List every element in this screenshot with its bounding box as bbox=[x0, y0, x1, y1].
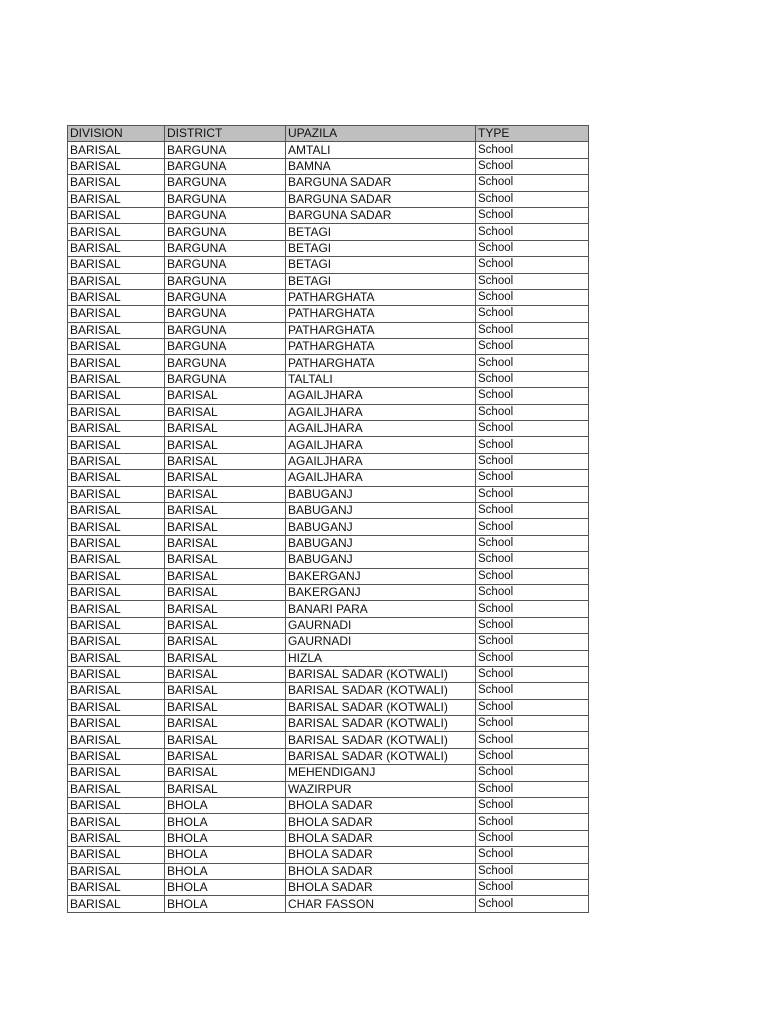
upazila-cell: BAKERGANJ bbox=[286, 584, 476, 600]
type-cell: School bbox=[476, 486, 589, 502]
district-cell: BARGUNA bbox=[165, 355, 286, 371]
table-row bbox=[68, 388, 589, 404]
type-cell: School bbox=[476, 634, 589, 650]
district-cell: BARISAL bbox=[165, 486, 286, 502]
type-cell: School bbox=[476, 191, 589, 207]
table-row bbox=[68, 519, 589, 535]
table-row bbox=[68, 617, 589, 633]
upazila-cell: HIZLA bbox=[286, 650, 476, 666]
table-row bbox=[68, 191, 589, 207]
division-cell: BARISAL bbox=[68, 355, 165, 371]
division-cell: BARISAL bbox=[68, 879, 165, 895]
type-cell: School bbox=[476, 257, 589, 273]
upazila-cell: BARGUNA SADAR bbox=[286, 191, 476, 207]
table-row bbox=[68, 257, 589, 273]
district-cell: BARISAL bbox=[165, 519, 286, 535]
division-cell: BARISAL bbox=[68, 732, 165, 748]
division-cell: BARISAL bbox=[68, 568, 165, 584]
type-cell: School bbox=[476, 584, 589, 600]
upazila-cell: BARGUNA SADAR bbox=[286, 175, 476, 191]
division-cell: BARISAL bbox=[68, 437, 165, 453]
upazila-cell: BARISAL SADAR (KOTWALI) bbox=[286, 666, 476, 682]
district-cell: BARGUNA bbox=[165, 289, 286, 305]
table-row bbox=[68, 306, 589, 322]
table-row bbox=[68, 584, 589, 600]
upazila-cell: BHOLA SADAR bbox=[286, 863, 476, 879]
division-cell: BARISAL bbox=[68, 666, 165, 682]
upazila-cell: PATHARGHATA bbox=[286, 289, 476, 305]
division-cell: BARISAL bbox=[68, 421, 165, 437]
division-cell: BARISAL bbox=[68, 404, 165, 420]
upazila-cell: BARISAL SADAR (KOTWALI) bbox=[286, 732, 476, 748]
division-cell: BARISAL bbox=[68, 847, 165, 863]
upazila-cell: BARISAL SADAR (KOTWALI) bbox=[286, 699, 476, 715]
table-row bbox=[68, 896, 589, 912]
type-cell: School bbox=[476, 339, 589, 355]
type-cell: School bbox=[476, 289, 589, 305]
table-row bbox=[68, 502, 589, 518]
type-cell: School bbox=[476, 388, 589, 404]
upazila-cell: AGAILJHARA bbox=[286, 421, 476, 437]
district-cell: BARISAL bbox=[165, 568, 286, 584]
upazila-cell: PATHARGHATA bbox=[286, 306, 476, 322]
upazila-cell: BAKERGANJ bbox=[286, 568, 476, 584]
district-cell: BARGUNA bbox=[165, 158, 286, 174]
table-row bbox=[68, 289, 589, 305]
division-cell: BARISAL bbox=[68, 519, 165, 535]
upazila-cell: AGAILJHARA bbox=[286, 388, 476, 404]
table-row bbox=[68, 371, 589, 387]
header-division: DIVISION bbox=[68, 126, 165, 142]
district-cell: BARGUNA bbox=[165, 306, 286, 322]
type-cell: School bbox=[476, 470, 589, 486]
table-row bbox=[68, 748, 589, 764]
type-cell: School bbox=[476, 142, 589, 158]
type-cell: School bbox=[476, 732, 589, 748]
division-cell: BARISAL bbox=[68, 289, 165, 305]
district-cell: BARISAL bbox=[165, 765, 286, 781]
data-table bbox=[67, 125, 589, 913]
district-cell: BARISAL bbox=[165, 552, 286, 568]
district-cell: BHOLA bbox=[165, 830, 286, 846]
district-cell: BARISAL bbox=[165, 584, 286, 600]
table-row bbox=[68, 863, 589, 879]
upazila-cell: PATHARGHATA bbox=[286, 355, 476, 371]
upazila-cell: BHOLA SADAR bbox=[286, 798, 476, 814]
division-cell: BARISAL bbox=[68, 699, 165, 715]
type-cell: School bbox=[476, 224, 589, 240]
district-cell: BARGUNA bbox=[165, 257, 286, 273]
table-row bbox=[68, 207, 589, 223]
type-cell: School bbox=[476, 879, 589, 895]
table-row bbox=[68, 732, 589, 748]
district-cell: BARISAL bbox=[165, 437, 286, 453]
district-cell: BARISAL bbox=[165, 781, 286, 797]
division-cell: BARISAL bbox=[68, 634, 165, 650]
table-row bbox=[68, 175, 589, 191]
division-cell: BARISAL bbox=[68, 470, 165, 486]
type-cell: School bbox=[476, 207, 589, 223]
type-cell: School bbox=[476, 798, 589, 814]
division-cell: BARISAL bbox=[68, 716, 165, 732]
district-cell: BARGUNA bbox=[165, 240, 286, 256]
division-cell: BARISAL bbox=[68, 781, 165, 797]
type-cell: School bbox=[476, 896, 589, 912]
division-cell: BARISAL bbox=[68, 306, 165, 322]
district-cell: BARGUNA bbox=[165, 142, 286, 158]
upazila-cell: BHOLA SADAR bbox=[286, 830, 476, 846]
upazila-cell: AMTALI bbox=[286, 142, 476, 158]
type-cell: School bbox=[476, 453, 589, 469]
division-cell: BARISAL bbox=[68, 584, 165, 600]
table-row bbox=[68, 798, 589, 814]
table-row bbox=[68, 552, 589, 568]
upazila-cell: GAURNADI bbox=[286, 617, 476, 633]
table-row bbox=[68, 568, 589, 584]
upazila-cell: BARISAL SADAR (KOTWALI) bbox=[286, 683, 476, 699]
upazila-cell: BABUGANJ bbox=[286, 535, 476, 551]
type-cell: School bbox=[476, 699, 589, 715]
type-cell: School bbox=[476, 437, 589, 453]
type-cell: School bbox=[476, 306, 589, 322]
division-cell: BARISAL bbox=[68, 486, 165, 502]
upazila-cell: PATHARGHATA bbox=[286, 322, 476, 338]
division-cell: BARISAL bbox=[68, 322, 165, 338]
district-cell: BARGUNA bbox=[165, 207, 286, 223]
type-cell: School bbox=[476, 273, 589, 289]
table-row bbox=[68, 683, 589, 699]
type-cell: School bbox=[476, 601, 589, 617]
division-cell: BARISAL bbox=[68, 273, 165, 289]
district-cell: BARGUNA bbox=[165, 322, 286, 338]
table-row bbox=[68, 240, 589, 256]
division-cell: BARISAL bbox=[68, 224, 165, 240]
table-row bbox=[68, 355, 589, 371]
division-cell: BARISAL bbox=[68, 339, 165, 355]
upazila-cell: BHOLA SADAR bbox=[286, 814, 476, 830]
division-cell: BARISAL bbox=[68, 765, 165, 781]
table-row bbox=[68, 486, 589, 502]
division-cell: BARISAL bbox=[68, 748, 165, 764]
type-cell: School bbox=[476, 666, 589, 682]
table-row bbox=[68, 699, 589, 715]
upazila-cell: BAMNA bbox=[286, 158, 476, 174]
upazila-cell: AGAILJHARA bbox=[286, 470, 476, 486]
type-cell: School bbox=[476, 814, 589, 830]
upazila-cell: BETAGI bbox=[286, 240, 476, 256]
type-cell: School bbox=[476, 240, 589, 256]
division-cell: BARISAL bbox=[68, 191, 165, 207]
upazila-cell: BETAGI bbox=[286, 257, 476, 273]
district-cell: BARISAL bbox=[165, 388, 286, 404]
district-cell: BARISAL bbox=[165, 453, 286, 469]
district-cell: BARISAL bbox=[165, 650, 286, 666]
table-row bbox=[68, 404, 589, 420]
type-cell: School bbox=[476, 617, 589, 633]
type-cell: School bbox=[476, 322, 589, 338]
division-cell: BARISAL bbox=[68, 388, 165, 404]
upazila-cell: BARISAL SADAR (KOTWALI) bbox=[286, 716, 476, 732]
upazila-cell: BARGUNA SADAR bbox=[286, 207, 476, 223]
type-cell: School bbox=[476, 863, 589, 879]
table-row bbox=[68, 781, 589, 797]
header-district: DISTRICT bbox=[165, 126, 286, 142]
division-cell: BARISAL bbox=[68, 175, 165, 191]
type-cell: School bbox=[476, 781, 589, 797]
type-cell: School bbox=[476, 552, 589, 568]
table-row bbox=[68, 814, 589, 830]
header-upazila: UPAZILA bbox=[286, 126, 476, 142]
upazila-cell: AGAILJHARA bbox=[286, 453, 476, 469]
table-row bbox=[68, 421, 589, 437]
upazila-cell: MEHENDIGANJ bbox=[286, 765, 476, 781]
division-cell: BARISAL bbox=[68, 863, 165, 879]
type-cell: School bbox=[476, 519, 589, 535]
table-row bbox=[68, 322, 589, 338]
table-body bbox=[68, 142, 589, 912]
type-cell: School bbox=[476, 847, 589, 863]
table-row bbox=[68, 453, 589, 469]
type-cell: School bbox=[476, 716, 589, 732]
table-row bbox=[68, 158, 589, 174]
district-cell: BARISAL bbox=[165, 502, 286, 518]
header-type: TYPE bbox=[476, 126, 589, 142]
district-cell: BARGUNA bbox=[165, 273, 286, 289]
district-cell: BARISAL bbox=[165, 404, 286, 420]
district-cell: BARISAL bbox=[165, 617, 286, 633]
table-header bbox=[68, 126, 589, 142]
type-cell: School bbox=[476, 535, 589, 551]
district-cell: BHOLA bbox=[165, 896, 286, 912]
district-cell: BARGUNA bbox=[165, 339, 286, 355]
district-cell: BARISAL bbox=[165, 716, 286, 732]
table-row bbox=[68, 634, 589, 650]
table-row bbox=[68, 847, 589, 863]
table-row bbox=[68, 339, 589, 355]
district-cell: BARISAL bbox=[165, 470, 286, 486]
division-cell: BARISAL bbox=[68, 257, 165, 273]
district-cell: BARISAL bbox=[165, 683, 286, 699]
upazila-cell: BANARI PARA bbox=[286, 601, 476, 617]
upazila-cell: BETAGI bbox=[286, 224, 476, 240]
type-cell: School bbox=[476, 748, 589, 764]
upazila-cell: BHOLA SADAR bbox=[286, 879, 476, 895]
table-row bbox=[68, 650, 589, 666]
table-row bbox=[68, 535, 589, 551]
upazila-cell: BABUGANJ bbox=[286, 519, 476, 535]
district-cell: BHOLA bbox=[165, 847, 286, 863]
upazila-cell: BABUGANJ bbox=[286, 486, 476, 502]
division-cell: BARISAL bbox=[68, 814, 165, 830]
division-cell: BARISAL bbox=[68, 650, 165, 666]
type-cell: School bbox=[476, 683, 589, 699]
upazila-cell: AGAILJHARA bbox=[286, 437, 476, 453]
division-cell: BARISAL bbox=[68, 453, 165, 469]
upazila-cell: PATHARGHATA bbox=[286, 339, 476, 355]
district-cell: BHOLA bbox=[165, 798, 286, 814]
division-cell: BARISAL bbox=[68, 798, 165, 814]
division-cell: BARISAL bbox=[68, 535, 165, 551]
division-cell: BARISAL bbox=[68, 371, 165, 387]
division-cell: BARISAL bbox=[68, 601, 165, 617]
division-cell: BARISAL bbox=[68, 830, 165, 846]
upazila-cell: BHOLA SADAR bbox=[286, 847, 476, 863]
district-cell: BARISAL bbox=[165, 535, 286, 551]
type-cell: School bbox=[476, 371, 589, 387]
table-row bbox=[68, 437, 589, 453]
table-row bbox=[68, 470, 589, 486]
table-row bbox=[68, 716, 589, 732]
district-cell: BHOLA bbox=[165, 879, 286, 895]
district-cell: BARISAL bbox=[165, 699, 286, 715]
upazila-cell: BABUGANJ bbox=[286, 502, 476, 518]
district-cell: BARISAL bbox=[165, 421, 286, 437]
type-cell: School bbox=[476, 175, 589, 191]
division-cell: BARISAL bbox=[68, 683, 165, 699]
district-cell: BARISAL bbox=[165, 634, 286, 650]
division-cell: BARISAL bbox=[68, 552, 165, 568]
district-cell: BHOLA bbox=[165, 814, 286, 830]
type-cell: School bbox=[476, 568, 589, 584]
district-cell: BARISAL bbox=[165, 601, 286, 617]
upazila-cell: BARISAL SADAR (KOTWALI) bbox=[286, 748, 476, 764]
type-cell: School bbox=[476, 158, 589, 174]
upazila-cell: WAZIRPUR bbox=[286, 781, 476, 797]
type-cell: School bbox=[476, 830, 589, 846]
table-row bbox=[68, 666, 589, 682]
type-cell: School bbox=[476, 355, 589, 371]
division-cell: BARISAL bbox=[68, 502, 165, 518]
district-cell: BARGUNA bbox=[165, 224, 286, 240]
type-cell: School bbox=[476, 421, 589, 437]
division-cell: BARISAL bbox=[68, 240, 165, 256]
type-cell: School bbox=[476, 765, 589, 781]
table-row bbox=[68, 142, 589, 158]
district-cell: BARGUNA bbox=[165, 191, 286, 207]
division-cell: BARISAL bbox=[68, 158, 165, 174]
upazila-cell: BETAGI bbox=[286, 273, 476, 289]
district-cell: BARISAL bbox=[165, 666, 286, 682]
table-row bbox=[68, 273, 589, 289]
upazila-cell: CHAR FASSON bbox=[286, 896, 476, 912]
table-row bbox=[68, 879, 589, 895]
district-cell: BHOLA bbox=[165, 863, 286, 879]
header-row bbox=[68, 126, 589, 142]
division-cell: BARISAL bbox=[68, 896, 165, 912]
district-cell: BARGUNA bbox=[165, 175, 286, 191]
district-cell: BARISAL bbox=[165, 748, 286, 764]
table-row bbox=[68, 765, 589, 781]
table-row bbox=[68, 601, 589, 617]
division-cell: BARISAL bbox=[68, 142, 165, 158]
type-cell: School bbox=[476, 650, 589, 666]
table-row bbox=[68, 830, 589, 846]
upazila-cell: BABUGANJ bbox=[286, 552, 476, 568]
type-cell: School bbox=[476, 404, 589, 420]
division-cell: BARISAL bbox=[68, 617, 165, 633]
district-cell: BARISAL bbox=[165, 732, 286, 748]
table-row bbox=[68, 224, 589, 240]
district-cell: BARGUNA bbox=[165, 371, 286, 387]
division-cell: BARISAL bbox=[68, 207, 165, 223]
upazila-cell: TALTALI bbox=[286, 371, 476, 387]
upazila-cell: AGAILJHARA bbox=[286, 404, 476, 420]
upazila-cell: GAURNADI bbox=[286, 634, 476, 650]
type-cell: School bbox=[476, 502, 589, 518]
